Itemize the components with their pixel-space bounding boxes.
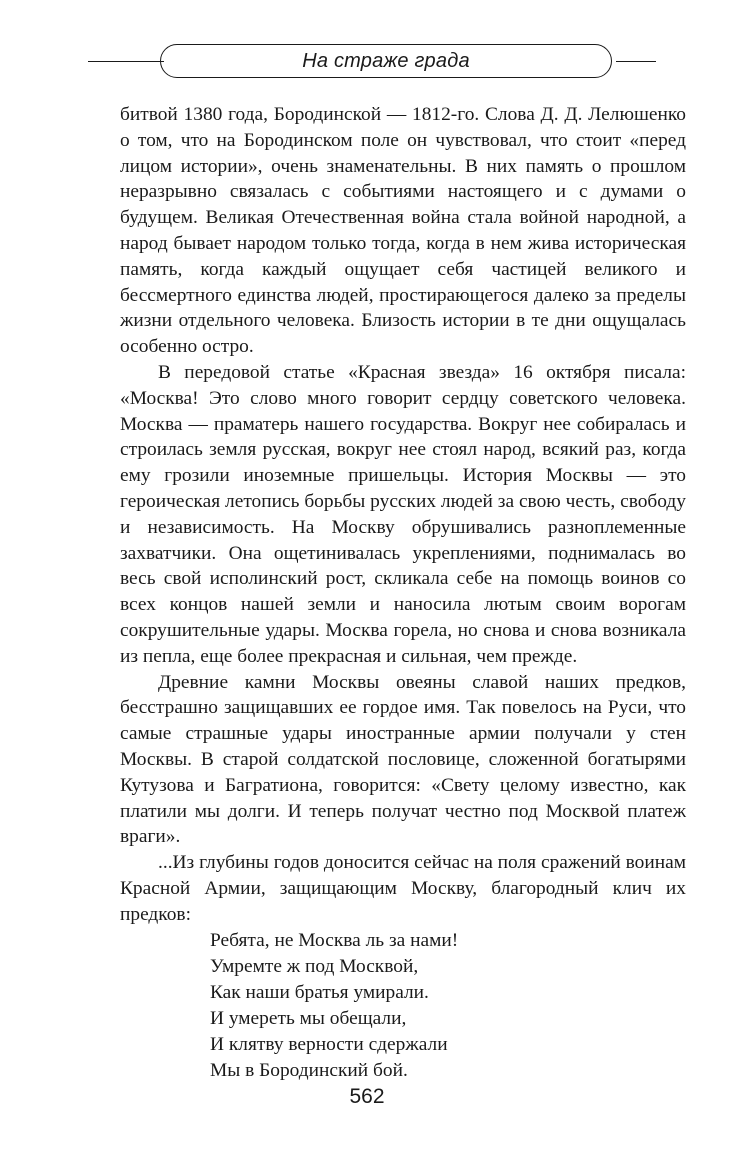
verse-line: Как наши братья умирали. <box>210 982 429 1003</box>
verse-line: И умереть мы обещали, <box>210 1008 407 1029</box>
header-frame <box>160 44 612 78</box>
body-text <box>120 102 686 928</box>
paragraph: В передовой статье «Красная звезда» 16 октября писала: «Москва! Это слово много говорит сердцу советского человека. Москва — праматерь нашего государства. Вокруг нее собиралась и строилась земля русская, вокруг нее стоял народ, всякий раз, когда ему грозили иноземные пришельцы. История Москвы — это героическая летопись борьбы русских людей за свою честь, свободу и независимость. На Москву обрушивались разноплеменные захватчики. Она ощетинивалась укреплениями, поднималась во весь свой исполинский рост, скликала себе на помощь воинов со всех концов нашей земли и наносила лютым своим ворогам сокрушительные удары. Москва горела, но снова и снова возникала из пепла, еще более прекрасная и сильная, чем прежде. <box>120 361 686 667</box>
paragraph: битвой 1380 года, Бородинской — 1812-го. Слова Д. Д. Лелюшенко о том, что на Бородинском поле он чувствовал, что стоит «перед лицом истории», очень знаменательны. В них память о прошлом неразрывно связалась с событиями настоящего и с думами о будущем. Великая Отечественная война стала войной народной, а народ бывает народом только тогда, когда в нем жива историческая память, когда каждый ощущает себя частицей великого и бессмертного единства людей, простирающегося далеко за пределы жизни отдельного человека. Близость истории в те дни ощущалась особенно остро. <box>120 104 686 358</box>
verse-line: И клятву верности сдержали <box>210 1034 448 1055</box>
page-number: 562 <box>349 1085 385 1108</box>
verse-line: Мы в Бородинский бой. <box>210 1060 408 1081</box>
header-rule-right <box>616 61 656 62</box>
verse-block <box>210 928 630 1084</box>
running-header <box>88 44 656 78</box>
paragraph: Древние камни Москвы овеяны славой наших предков, бесстрашно защищавших ее гордое имя. Так повелось на Руси, что самые страшные удары иностранные армии получали у стен Москвы. В старой солдатской пословице, сложенной богатырями Кутузова и Багратиона, говорится: «Свету целому известно, как платили мы долги. И теперь получат честно под Москвой платеж враги». <box>120 671 686 848</box>
running-title: На страже града <box>302 49 470 72</box>
verse-line: Умремте ж под Москвой, <box>210 956 419 977</box>
verse-line: Ребята, не Москва ль за нами! <box>210 930 459 951</box>
paragraph: ...Из глубины годов доносится сейчас на поля сражений воинам Красной Армии, защищающим Москву, благородный клич их предков: <box>120 852 686 925</box>
header-rule-left <box>88 61 164 62</box>
